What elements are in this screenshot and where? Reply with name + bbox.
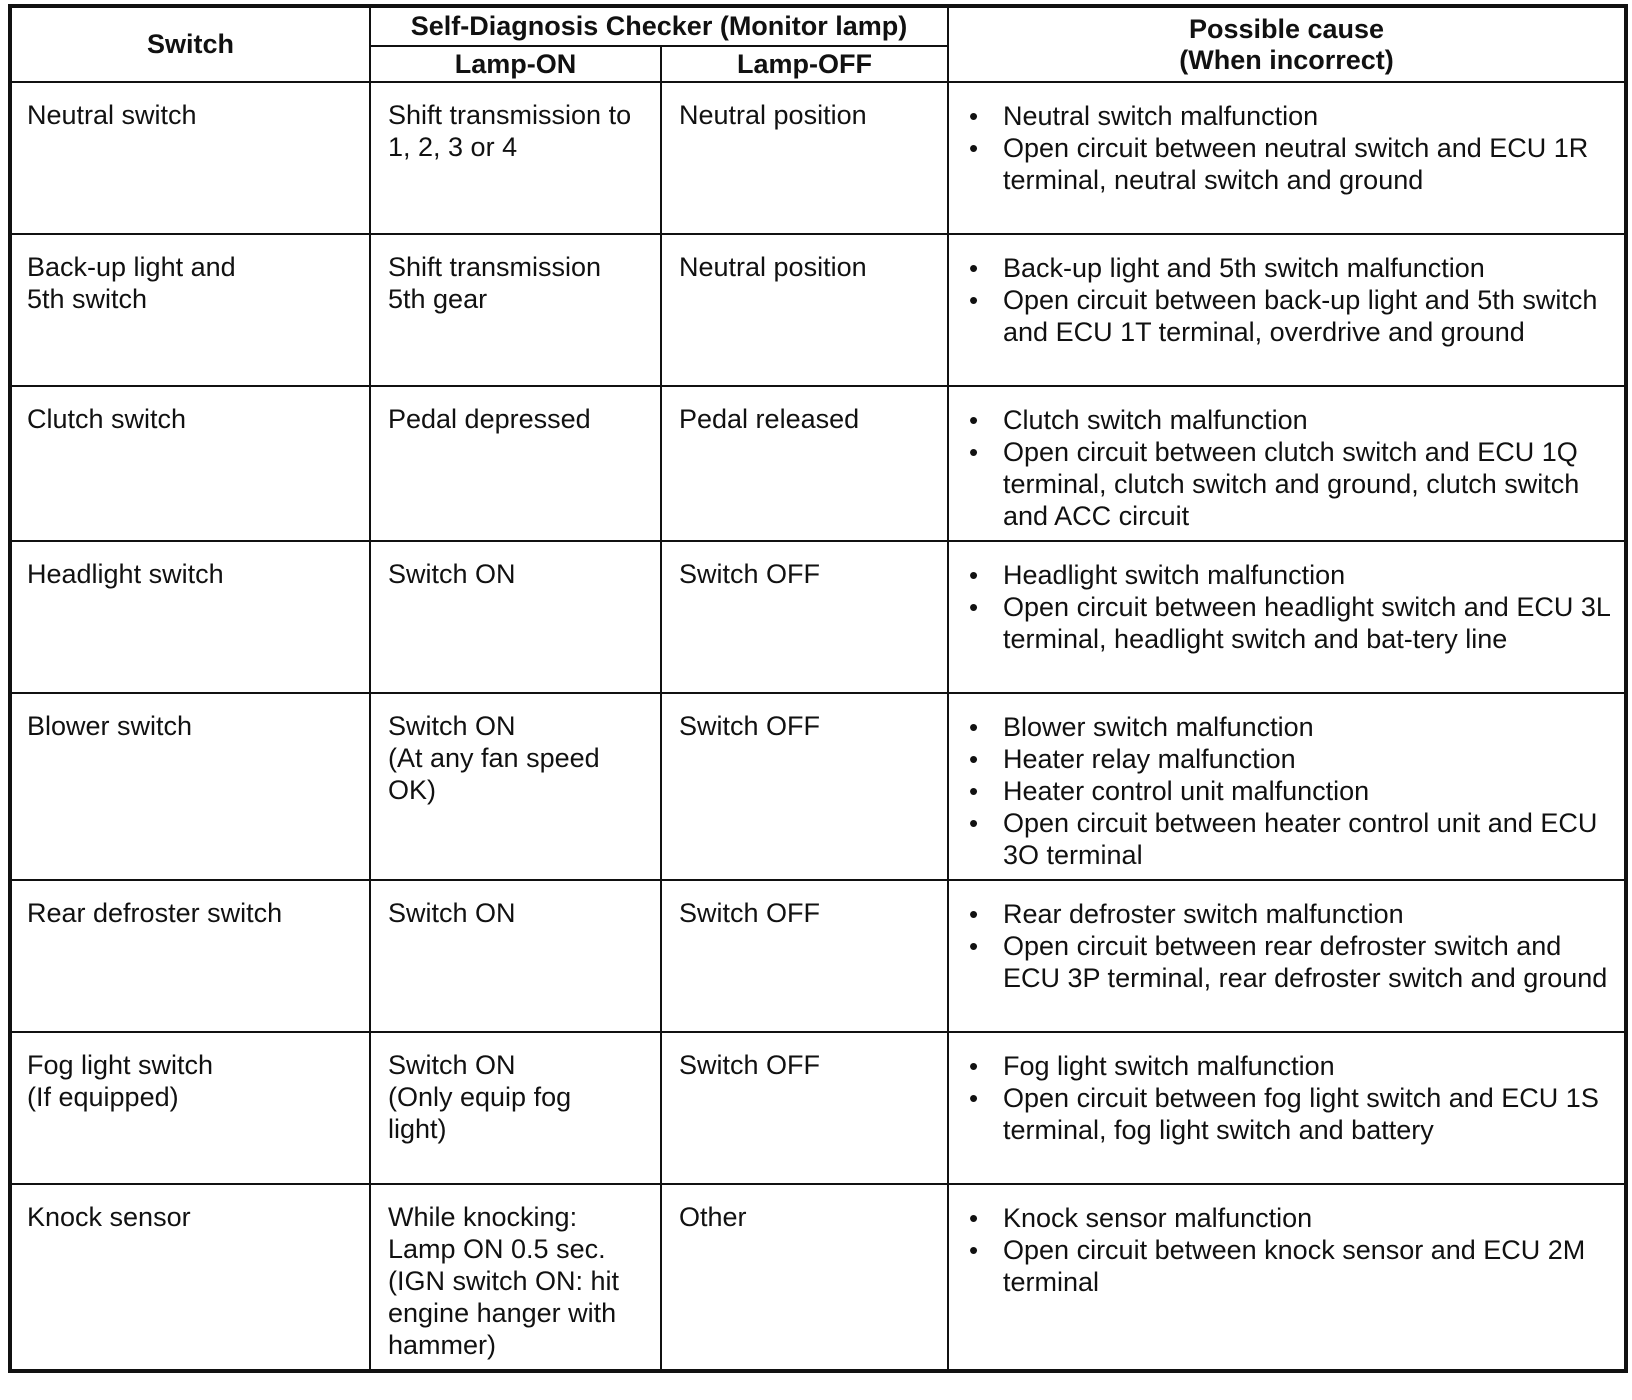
cause-item: • Heater control unit malfunction: [967, 775, 1610, 807]
cause-list: [949, 1033, 1624, 1154]
table-header: [10, 6, 1626, 82]
header-possible-cause-title: Possible cause: [1188, 13, 1385, 44]
lamp-on-cell-line: Switch ON: [388, 559, 516, 589]
lamp-on-cell-line: Switch ON: [388, 1050, 516, 1080]
lamp-off-cell: [661, 1032, 948, 1184]
cause-item: • Headlight switch malfunction: [967, 559, 1610, 591]
cause-item: • Open circuit between headlight switch and ECU 3L terminal, headlight switch and bat-tery line: [967, 591, 1610, 655]
header-lamp-off: Lamp-OFF: [661, 46, 948, 82]
cause-item: • Open circuit between clutch switch and ECU 1Q terminal, clutch switch and ground, clutch switch and ACC circuit: [967, 436, 1610, 532]
lamp-off-cell-line: Switch OFF: [679, 898, 821, 928]
switch-cell-line: Rear defroster switch: [27, 898, 283, 928]
possible-cause-cell: [948, 880, 1626, 1032]
cause-item: • Heater relay malfunction: [967, 743, 1610, 775]
cause-item: • Fog light switch malfunction: [967, 1050, 1610, 1082]
cause-list: [949, 235, 1624, 356]
lamp-off-cell-line: Other: [679, 1202, 747, 1232]
switch-cell-line: (If equipped): [27, 1082, 179, 1112]
cause-item: • Open circuit between knock sensor and ECU 2M terminal: [967, 1234, 1610, 1298]
cause-item: • Knock sensor malfunction: [967, 1202, 1610, 1234]
lamp-on-cell-line: Switch ON: [388, 711, 516, 741]
cause-item: • Open circuit between back-up light and 5th switch and ECU 1T terminal, overdrive and ground: [967, 284, 1610, 348]
switch-cell-line: Clutch switch: [27, 404, 187, 434]
lamp-on-cell-line: engine hanger with: [388, 1298, 617, 1328]
lamp-on-cell-line: Shift transmission: [388, 252, 602, 282]
header-possible-cause-subtitle: (When incorrect): [1179, 44, 1394, 75]
cause-item: • Open circuit between heater control unit and ECU 3O terminal: [967, 807, 1610, 871]
lamp-on-cell: [370, 693, 661, 880]
lamp-off-cell: [661, 541, 948, 693]
cause-item: • Rear defroster switch malfunction: [967, 898, 1610, 930]
cause-item: • Open circuit between fog light switch and ECU 1S terminal, fog light switch and battery: [967, 1082, 1610, 1146]
lamp-on-cell-line: OK): [388, 775, 437, 805]
switch-cell: [10, 1032, 370, 1184]
switch-cell-line: Fog light switch: [27, 1050, 214, 1080]
header-lamp-on: Lamp-ON: [370, 46, 661, 82]
lamp-on-cell-line: Lamp ON 0.5 sec.: [388, 1234, 606, 1264]
lamp-on-cell-line: light): [388, 1114, 447, 1144]
lamp-on-cell-line: (Only equip fog: [388, 1082, 572, 1112]
possible-cause-cell: [948, 234, 1626, 386]
table-row: [10, 693, 1626, 880]
switch-cell: [10, 234, 370, 386]
lamp-off-cell: [661, 1184, 948, 1371]
possible-cause-cell: [948, 1032, 1626, 1184]
lamp-off-cell-line: Switch OFF: [679, 1050, 821, 1080]
lamp-on-cell-line: Shift transmission to: [388, 100, 632, 130]
switch-cell: [10, 880, 370, 1032]
lamp-on-cell-line: While knocking:: [388, 1202, 578, 1232]
switch-cell: [10, 541, 370, 693]
cause-list: [949, 881, 1624, 1002]
lamp-off-cell-line: Neutral position: [679, 100, 867, 130]
table-body: [10, 82, 1626, 1371]
lamp-off-cell-line: Neutral position: [679, 252, 867, 282]
table-row: [10, 541, 1626, 693]
header-possible-cause: [948, 6, 1626, 82]
table-row: [10, 880, 1626, 1032]
switch-cell-line: 5th switch: [27, 284, 148, 314]
lamp-on-cell-line: (IGN switch ON: hit: [388, 1266, 620, 1296]
switch-cell: [10, 1184, 370, 1371]
table-row: [10, 1184, 1626, 1371]
lamp-on-cell: [370, 1032, 661, 1184]
table-row: [10, 82, 1626, 234]
cause-item: • Open circuit between rear defroster switch and ECU 3P terminal, rear defroster switch and ground: [967, 930, 1610, 994]
switch-cell: [10, 386, 370, 541]
cause-list: [949, 83, 1624, 204]
lamp-on-cell-line: 5th gear: [388, 284, 488, 314]
lamp-off-cell: [661, 693, 948, 880]
switch-cell: [10, 82, 370, 234]
table-row: [10, 1032, 1626, 1184]
cause-item: • Neutral switch malfunction: [967, 100, 1610, 132]
cause-item: • Clutch switch malfunction: [967, 404, 1610, 436]
lamp-off-cell-line: Switch OFF: [679, 559, 821, 589]
lamp-on-cell: [370, 541, 661, 693]
lamp-on-cell-line: Switch ON: [388, 898, 516, 928]
lamp-on-cell: [370, 82, 661, 234]
cause-list: [949, 542, 1624, 663]
switch-cell-line: Headlight switch: [27, 559, 224, 589]
lamp-off-cell: [661, 880, 948, 1032]
lamp-on-cell: [370, 386, 661, 541]
possible-cause-cell: [948, 82, 1626, 234]
lamp-off-cell: [661, 82, 948, 234]
possible-cause-cell: [948, 386, 1626, 541]
lamp-on-cell-line: 1, 2, 3 or 4: [388, 132, 518, 162]
table-row: [10, 234, 1626, 386]
lamp-off-cell: [661, 234, 948, 386]
lamp-on-cell-line: (At any fan speed: [388, 743, 600, 773]
table-row: [10, 386, 1626, 541]
cause-list: [949, 1185, 1624, 1306]
switch-cell-line: Blower switch: [27, 711, 193, 741]
self-diagnosis-table: [8, 4, 1628, 1373]
switch-cell-line: Knock sensor: [27, 1202, 191, 1232]
lamp-on-cell: [370, 234, 661, 386]
header-switch: Switch: [10, 6, 370, 82]
cause-item: • Open circuit between neutral switch and ECU 1R terminal, neutral switch and ground: [967, 132, 1610, 196]
lamp-on-cell: [370, 880, 661, 1032]
lamp-on-cell-line: Pedal depressed: [388, 404, 591, 434]
possible-cause-cell: [948, 541, 1626, 693]
cause-list: [949, 387, 1624, 540]
cause-list: [949, 694, 1624, 879]
lamp-on-cell-line: hammer): [388, 1330, 497, 1360]
switch-cell-line: Neutral switch: [27, 100, 197, 130]
cause-item: • Blower switch malfunction: [967, 711, 1610, 743]
cause-item: • Back-up light and 5th switch malfunction: [967, 252, 1610, 284]
switch-cell: [10, 693, 370, 880]
lamp-on-cell: [370, 1184, 661, 1371]
lamp-off-cell-line: Pedal released: [679, 404, 860, 434]
lamp-off-cell-line: Switch OFF: [679, 711, 821, 741]
header-self-diagnosis-checker: Self-Diagnosis Checker (Monitor lamp): [370, 6, 948, 46]
possible-cause-cell: [948, 693, 1626, 880]
switch-cell-line: Back-up light and: [27, 252, 236, 282]
possible-cause-cell: [948, 1184, 1626, 1371]
lamp-off-cell: [661, 386, 948, 541]
